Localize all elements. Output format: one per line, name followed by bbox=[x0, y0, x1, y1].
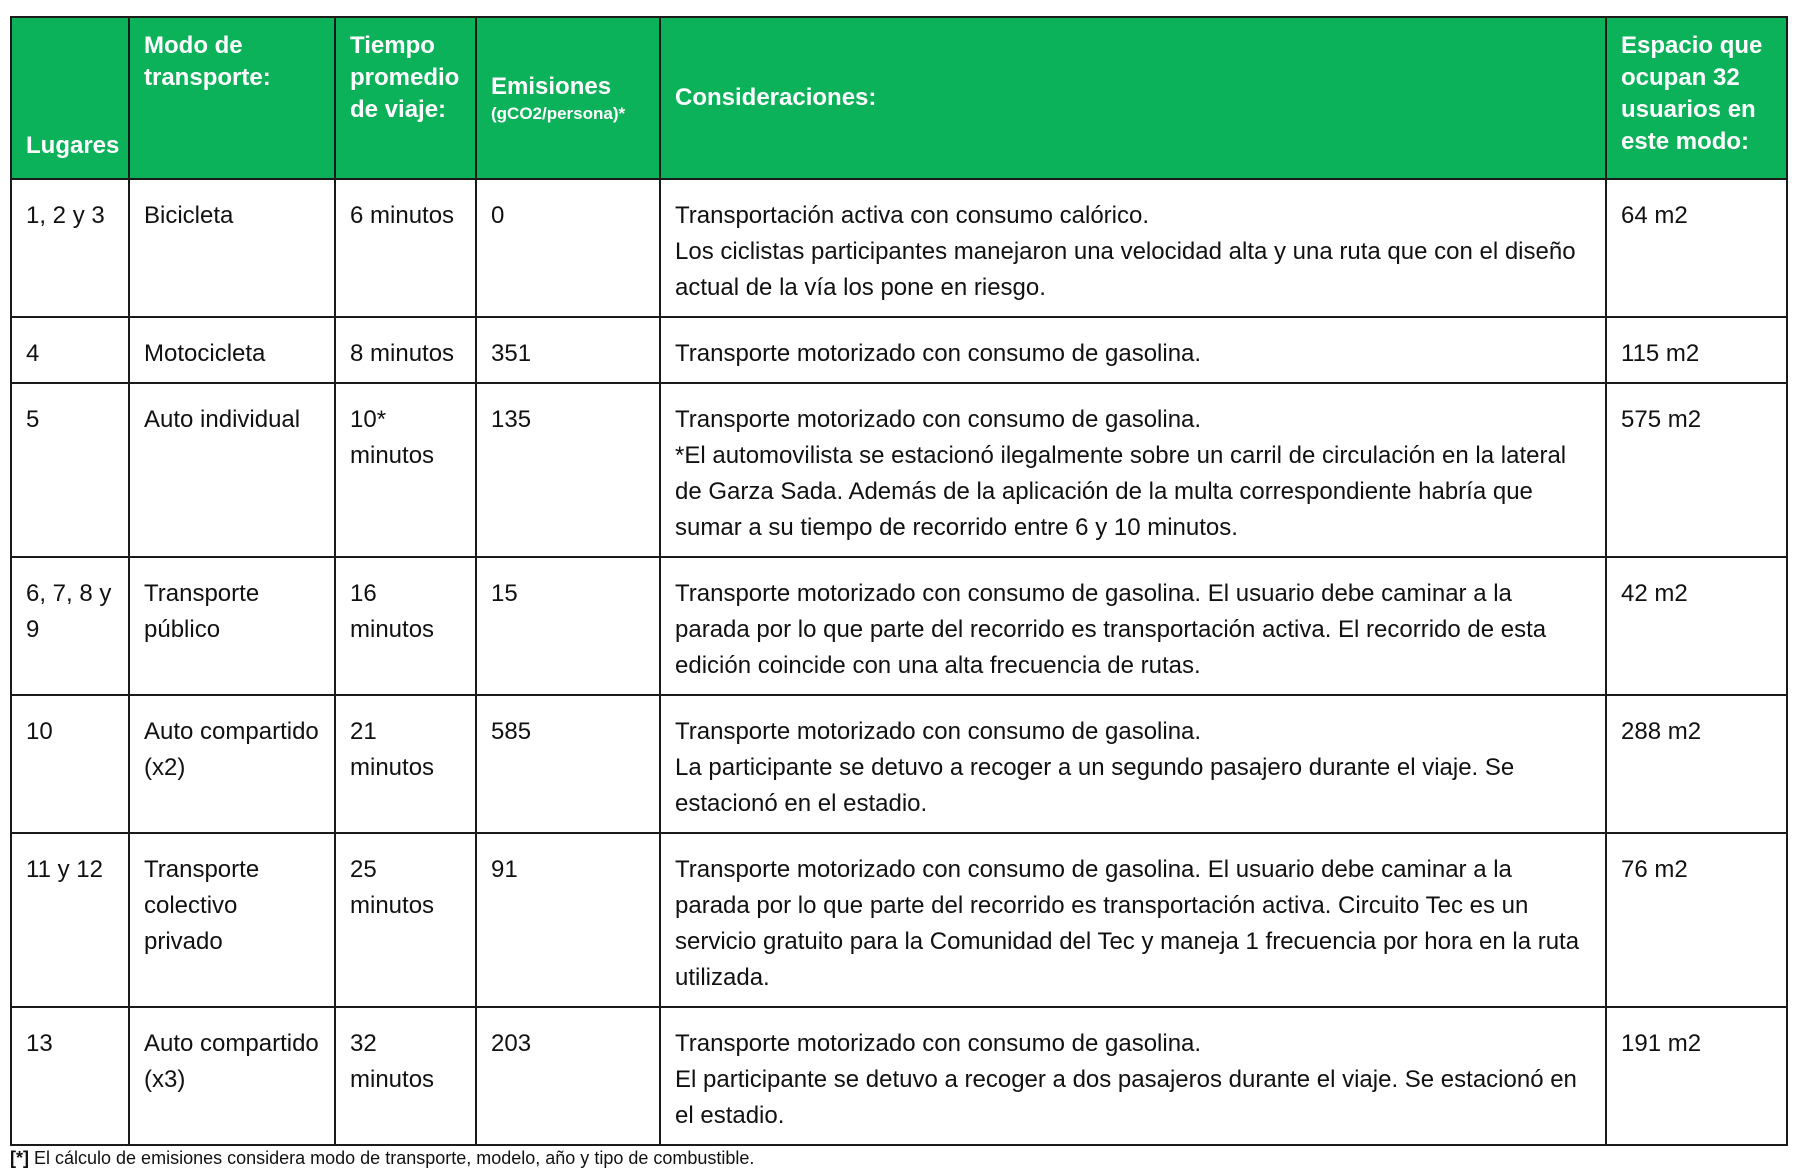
cell-consideraciones bbox=[660, 833, 1606, 1007]
cell-emisiones: 585 bbox=[476, 695, 660, 833]
cell-modo: Transporte público bbox=[129, 557, 335, 695]
cell-consideraciones-line: Transporte motorizado con consumo de gasolina. bbox=[675, 718, 1202, 745]
table-row bbox=[11, 179, 1787, 317]
cell-tiempo: 8 minutos bbox=[335, 317, 476, 383]
cell-modo: Bicicleta bbox=[129, 179, 335, 317]
cell-consideraciones-line: Transporte motorizado con consumo de gasolina. El usuario debe caminar a la parada por lo que parte del recorrido es transportación activa. Circuito Tec es un servicio gratuito para la Comunidad del Tec y maneja 1 frecuencia por hora en la ruta utilizada. bbox=[675, 856, 1580, 991]
header-modo: Modo de transporte: bbox=[129, 17, 335, 179]
cell-espacio: 191 m2 bbox=[1606, 1007, 1787, 1145]
cell-consideraciones bbox=[660, 317, 1606, 383]
table-header bbox=[11, 17, 1787, 179]
header-emisiones-label: Emisiones bbox=[491, 73, 612, 100]
cell-tiempo: 32 minutos bbox=[335, 1007, 476, 1145]
cell-consideraciones-line: Los ciclistas participantes manejaron una velocidad alta y una ruta que con el diseño actual de la vía los pone en riesgo. bbox=[675, 238, 1576, 301]
cell-espacio: 64 m2 bbox=[1606, 179, 1787, 317]
cell-consideraciones-line: La participante se detuvo a recoger a un segundo pasajero durante el viaje. Se estacionó en el estadio. bbox=[675, 754, 1515, 817]
table-row bbox=[11, 317, 1787, 383]
header-tiempo: Tiempo promedio de viaje: bbox=[335, 17, 476, 179]
header-consideraciones: Consideraciones: bbox=[660, 17, 1606, 179]
table-row bbox=[11, 557, 1787, 695]
cell-emisiones: 351 bbox=[476, 317, 660, 383]
cell-tiempo: 25 minutos bbox=[335, 833, 476, 1007]
table-row bbox=[11, 833, 1787, 1007]
cell-tiempo: 10* minutos bbox=[335, 383, 476, 557]
cell-consideraciones bbox=[660, 695, 1606, 833]
cell-modo: Auto individual bbox=[129, 383, 335, 557]
cell-modo: Transporte colectivo privado bbox=[129, 833, 335, 1007]
cell-consideraciones-line: Transportación activa con consumo calórico. bbox=[675, 202, 1149, 229]
cell-consideraciones bbox=[660, 1007, 1606, 1145]
cell-emisiones: 135 bbox=[476, 383, 660, 557]
table-row bbox=[11, 383, 1787, 557]
cell-emisiones: 203 bbox=[476, 1007, 660, 1145]
header-espacio: Espacio que ocupan 32 usuarios en este modo: bbox=[1606, 17, 1787, 179]
table-row bbox=[11, 1007, 1787, 1145]
cell-lugares: 11 y 12 bbox=[11, 833, 129, 1007]
cell-lugares: 1, 2 y 3 bbox=[11, 179, 129, 317]
header-emisiones-unit: (gCO2/persona)* bbox=[491, 104, 626, 123]
cell-emisiones: 91 bbox=[476, 833, 660, 1007]
header-emisiones bbox=[476, 17, 660, 179]
cell-lugares: 13 bbox=[11, 1007, 129, 1145]
cell-espacio: 42 m2 bbox=[1606, 557, 1787, 695]
cell-lugares: 10 bbox=[11, 695, 129, 833]
cell-consideraciones-line: *El automovilista se estacionó ilegalmente sobre un carril de circulación en la lateral de Garza Sada. Además de la aplicación de la multa correspondiente habría que sumar a su tiempo de recorrido entre 6 y 10 minutos. bbox=[675, 442, 1567, 541]
cell-consideraciones-line: Transporte motorizado con consumo de gasolina. bbox=[675, 340, 1202, 367]
footnote bbox=[10, 1146, 754, 1170]
cell-lugares: 5 bbox=[11, 383, 129, 557]
cell-lugares: 6, 7, 8 y 9 bbox=[11, 557, 129, 695]
cell-tiempo: 6 minutos bbox=[335, 179, 476, 317]
cell-espacio: 288 m2 bbox=[1606, 695, 1787, 833]
cell-emisiones: 0 bbox=[476, 179, 660, 317]
table-row bbox=[11, 695, 1787, 833]
cell-tiempo: 21 minutos bbox=[335, 695, 476, 833]
table-body bbox=[11, 179, 1787, 1145]
cell-consideraciones-line: Transporte motorizado con consumo de gasolina. El usuario debe caminar a la parada por lo que parte del recorrido es transportación activa. El recorrido de esta edición coincide con una alta frecuencia de rutas. bbox=[675, 580, 1547, 679]
cell-emisiones: 15 bbox=[476, 557, 660, 695]
cell-espacio: 76 m2 bbox=[1606, 833, 1787, 1007]
transport-comparison-table bbox=[10, 16, 1788, 1146]
cell-consideraciones-line: Transporte motorizado con consumo de gasolina. bbox=[675, 406, 1202, 433]
cell-modo: Motocicleta bbox=[129, 317, 335, 383]
cell-espacio: 575 m2 bbox=[1606, 383, 1787, 557]
footnote-mark: [*] bbox=[10, 1148, 29, 1168]
header-lugares: Lugares bbox=[11, 17, 129, 179]
cell-consideraciones bbox=[660, 383, 1606, 557]
cell-consideraciones bbox=[660, 557, 1606, 695]
cell-espacio: 115 m2 bbox=[1606, 317, 1787, 383]
footnote-text: El cálculo de emisiones considera modo de transporte, modelo, año y tipo de combustible. bbox=[29, 1148, 755, 1168]
header-row bbox=[11, 17, 1787, 179]
cell-consideraciones-line: Transporte motorizado con consumo de gasolina. bbox=[675, 1030, 1202, 1057]
cell-tiempo: 16 minutos bbox=[335, 557, 476, 695]
cell-lugares: 4 bbox=[11, 317, 129, 383]
cell-modo: Auto compartido (x2) bbox=[129, 695, 335, 833]
cell-consideraciones-line: El participante se detuvo a recoger a dos pasajeros durante el viaje. Se estacionó en el estadio. bbox=[675, 1066, 1577, 1129]
cell-modo: Auto compartido (x3) bbox=[129, 1007, 335, 1145]
cell-consideraciones bbox=[660, 179, 1606, 317]
